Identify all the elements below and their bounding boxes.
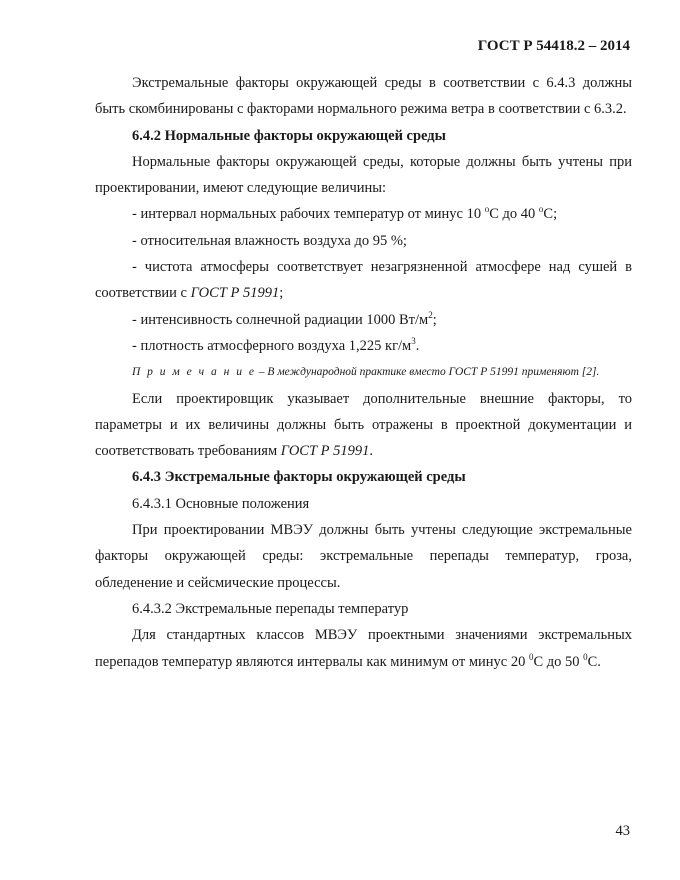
list-item-temperature [95, 201, 632, 227]
subheading-6-4-3-2: 6.4.3.2 Экстремальные перепады температур [132, 600, 409, 617]
exponent-sup: 2 [428, 309, 433, 320]
subheading-6-4-3-1: 6.4.3.1 Основные положения [132, 495, 310, 512]
heading-6-4-2: 6.4.2 Нормальные факторы окружающей среды [132, 127, 446, 144]
paragraph-additional-text: Если проектировщик указывает дополнительные внешние факторы, то параметры и их величины должны быть отражены в проектной документации и соответствовать требованиям [95, 390, 632, 460]
list-item-solar-end: ; [432, 311, 437, 328]
degree-sup: о [484, 204, 490, 215]
list-item-density-text: - плотность атмосферного воздуха 1,225 кг/м [132, 337, 412, 354]
list-item-temperature-end: С; [543, 206, 558, 223]
list-item-air-density [95, 333, 632, 359]
degree-sup: о [538, 204, 544, 215]
list-item-atmosphere-text: - чистота атмосферы соответствует незагрязненной атмосфере над сушей в соответствии с [95, 259, 632, 302]
paragraph-additional-end: . [369, 443, 374, 460]
paragraph-normal-factors: Нормальные факторы окружающей среды, которые должны быть учтены при проектировании, имеют следующие величины: [95, 153, 632, 197]
page-number: 43 [615, 823, 630, 839]
page-content [95, 70, 632, 675]
list-item-temperature-text: - интервал нормальных рабочих температур от минус 10 [132, 206, 485, 223]
list-item-atmosphere [95, 254, 632, 307]
list-item-solar-text: - интенсивность солнечной радиации 1000 Вт/м [132, 311, 429, 328]
note-label: П р и м е ч а н и е [132, 366, 256, 379]
paragraph-temperature-mid: С до 50 [533, 653, 584, 670]
standard-reference: ГОСТ Р 51991 [190, 285, 280, 302]
paragraph-additional-factors [95, 386, 632, 465]
degree-sup: 0 [528, 651, 534, 662]
standard-code-header: ГОСТ Р 54418.2 – 2014 [477, 38, 630, 54]
paragraph-temperature-ranges [95, 622, 632, 675]
note [95, 359, 632, 385]
list-item-temperature-mid: С до 40 [489, 206, 539, 223]
note-text: – В международной практике вместо ГОСТ Р 51991 применяют [2]. [255, 366, 600, 379]
list-item-atmosphere-end: ; [279, 285, 284, 302]
list-item-solar-radiation [95, 307, 632, 333]
paragraph-temperature-end: С. [587, 653, 601, 670]
standard-reference: ГОСТ Р 51991 [280, 443, 370, 460]
list-item-density-end: . [415, 337, 420, 354]
heading-6-4-3: 6.4.3 Экстремальные факторы окружающей среды [132, 469, 466, 486]
list-item-humidity: - относительная влажность воздуха до 95 %; [132, 232, 407, 249]
paragraph-temperature-text: Для стандартных классов МВЭУ проектными значениями экстремальных перепадов температур являются интервалы как минимум от минус 20 [95, 627, 632, 670]
paragraph-extreme-combination: Экстремальные факторы окружающей среды в соответствии с 6.4.3 должны быть скомбинированы с факторами нормального режима ветра в соответствии с 6.3.2. [95, 75, 632, 118]
exponent-sup: 3 [411, 335, 416, 346]
degree-sup: 0 [583, 651, 588, 662]
paragraph-extreme-factors: При проектировании МВЭУ должны быть учтены следующие экстремальные факторы окружающей среды: экстремальные перепады температур, гроза, обледенение и сейсмические процессы. [95, 522, 632, 591]
